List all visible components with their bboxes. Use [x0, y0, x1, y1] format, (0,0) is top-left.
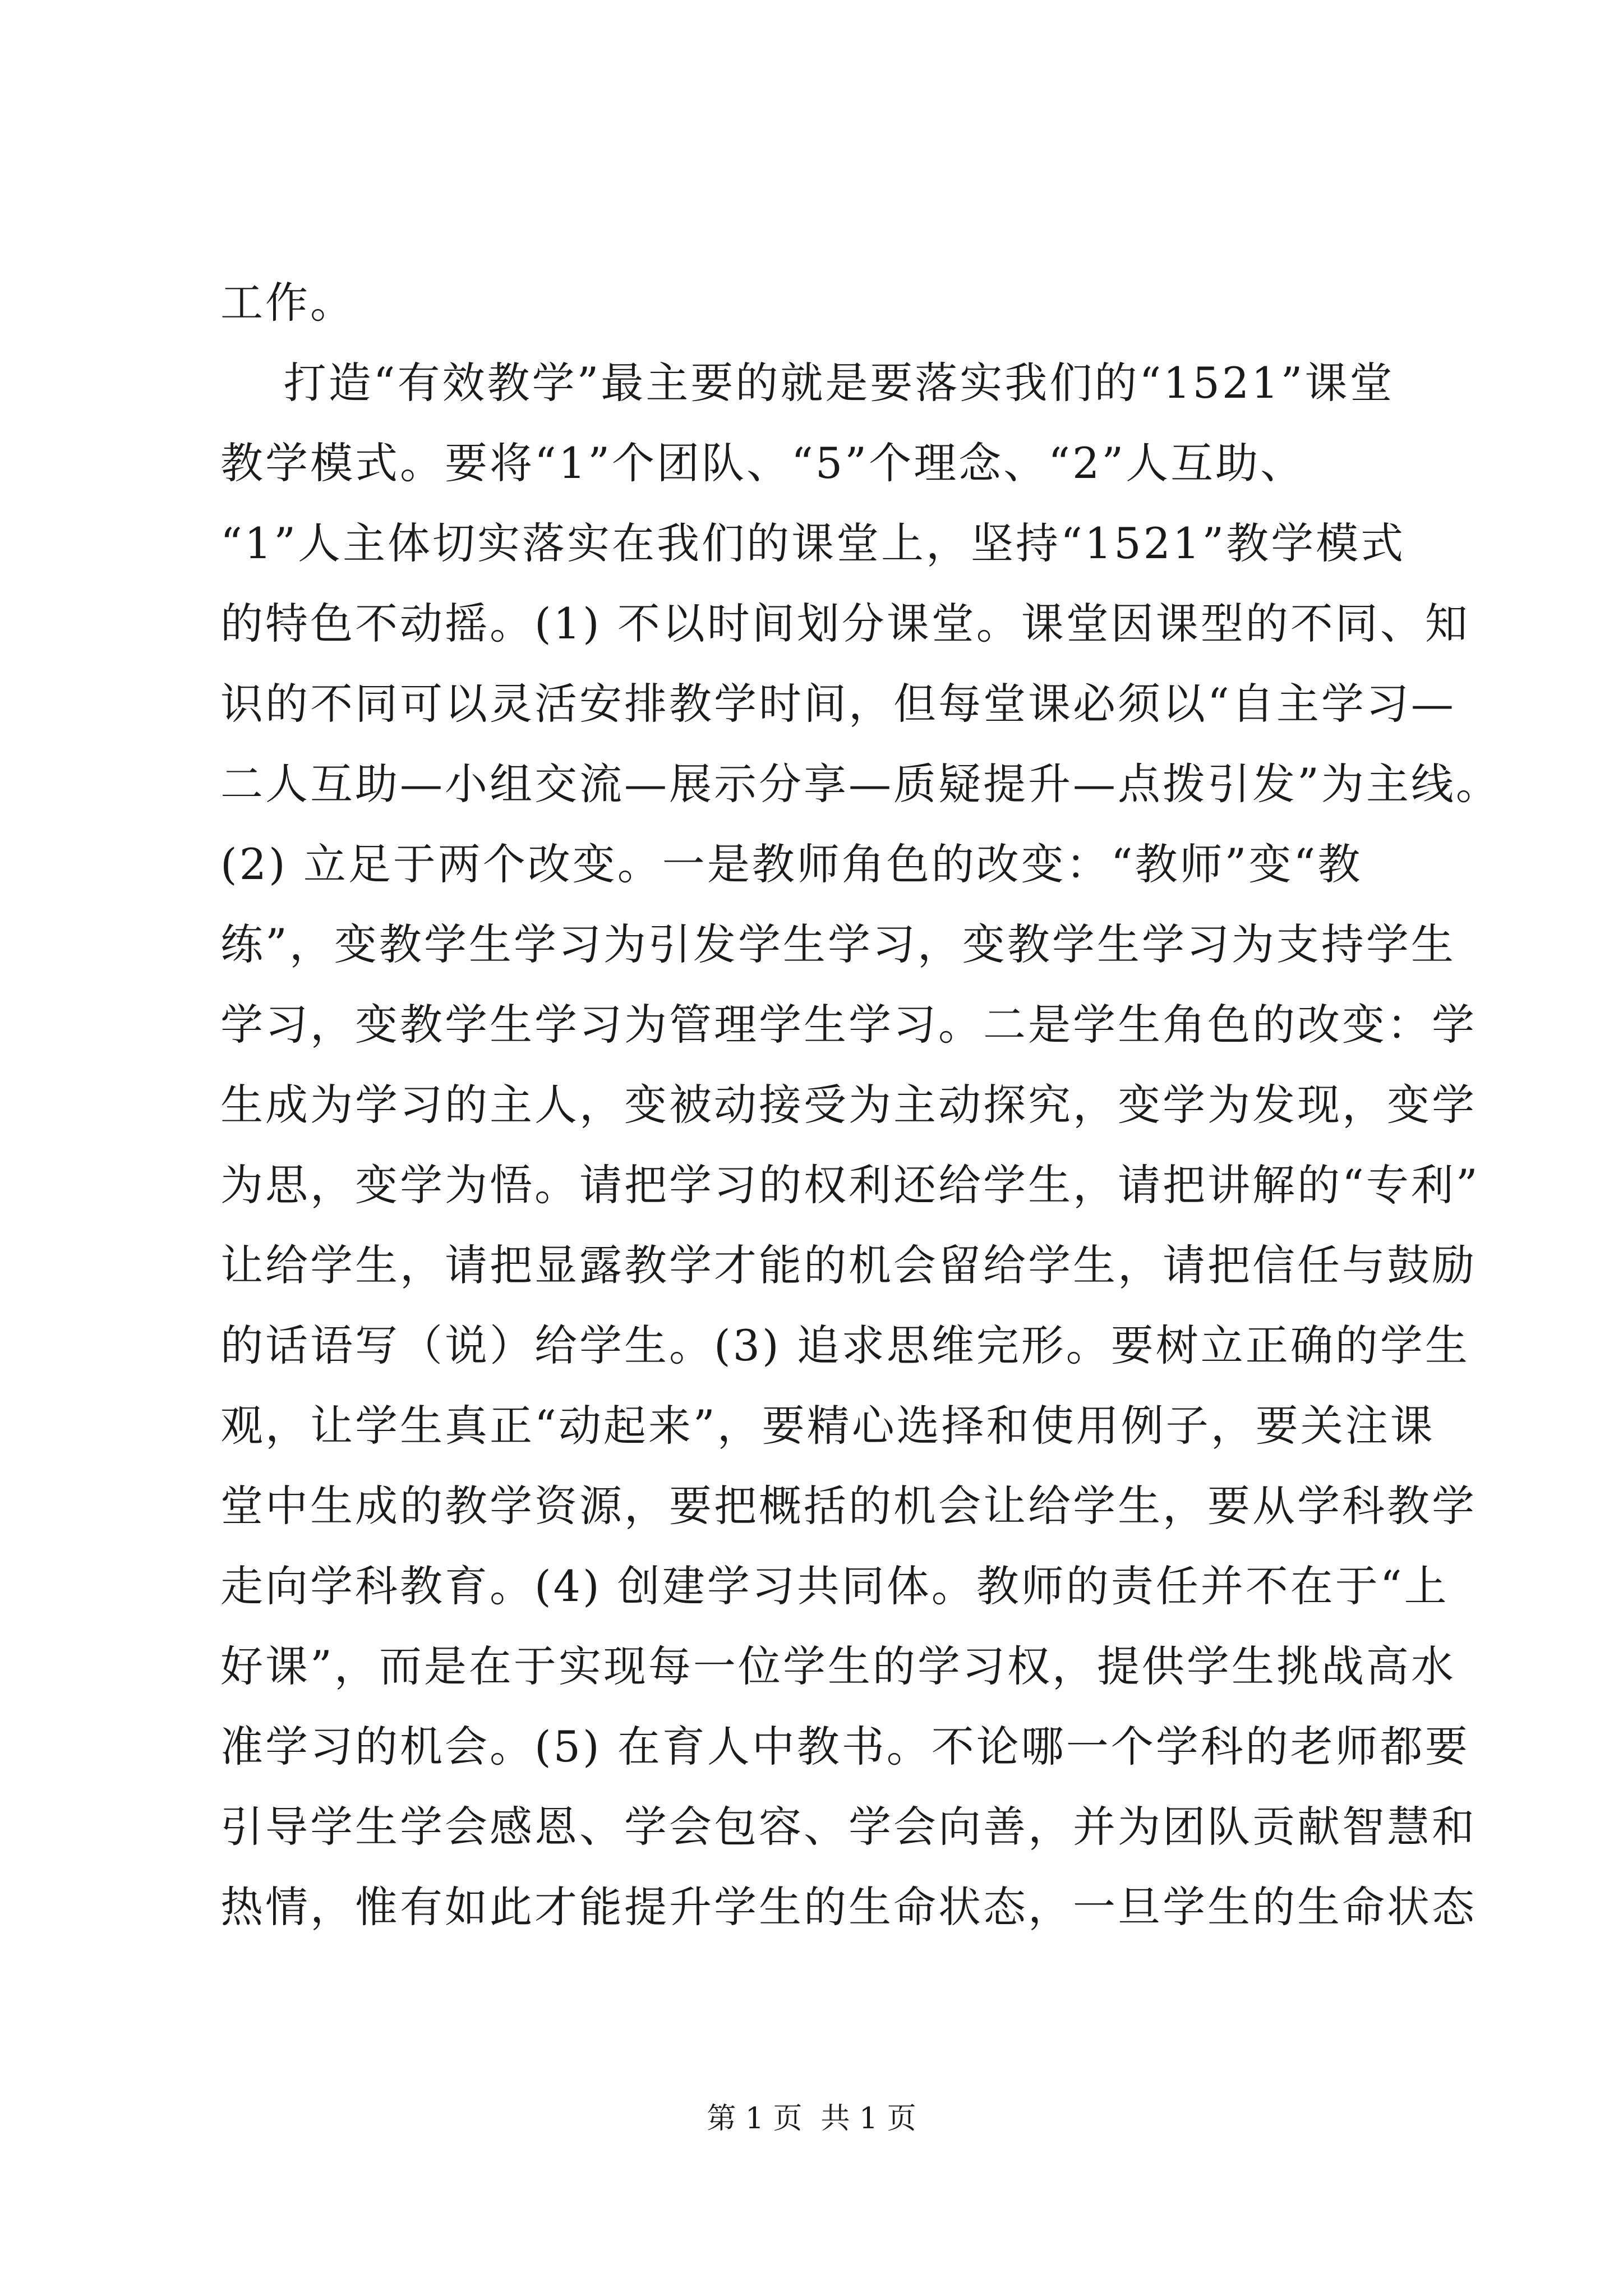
text-line: 热情，惟有如此才能提升学生的生命状态，一旦学生的生命状态	[220, 1882, 1477, 1932]
text-line: 二人互助—小组交流—展示分享—质疑提升—点拨引发”为主线。	[220, 759, 1501, 809]
text-line: 走向学科教育。(4) 创建学习共同体。教师的责任并不在于“上	[220, 1561, 1449, 1611]
document-body	[220, 263, 1501, 1947]
text-line: 打造“有效教学”最主要的就是要落实我们的“1521”课堂	[220, 358, 1395, 408]
text-line: 练”，变教学生学习为引发学生学习，变教学生学习为支持学生	[220, 919, 1456, 969]
text-line: 好课”，而是在于实现每一位学生的学习权，提供学生挑战高水	[220, 1641, 1456, 1691]
page-footer: 第 1 页 共 1 页	[707, 2102, 916, 2136]
text-line: 识的不同可以灵活安排教学时间，但每堂课必须以“自主学习—	[220, 679, 1456, 729]
text-line: “1”人主体切实落实在我们的课堂上，坚持“1521”教学模式	[220, 518, 1406, 568]
text-line: 的特色不动摇。(1) 不以时间划分课堂。课堂因课型的不同、知	[220, 599, 1470, 648]
text-line: (2) 立足于两个改变。一是教师角色的改变：“教师”变“教	[220, 839, 1363, 889]
text-line: 教学模式。要将“1”个团队、“5”个理念、“2”人互助、	[220, 438, 1306, 488]
text-line: 工作。	[220, 278, 355, 328]
text-line: 为思，变学为悟。请把学习的权利还给学生，请把讲解的“专利”	[220, 1160, 1480, 1210]
text-line: 让给学生，请把显露教学才能的机会留给学生，请把信任与鼓励	[220, 1240, 1477, 1290]
text-line: 观，让学生真正“动起来”，要精心选择和使用例子，要关注课	[220, 1401, 1435, 1451]
text-line: 学习，变教学生学习为管理学生学习。二是学生角色的改变：学	[220, 1000, 1477, 1050]
text-line: 的话语写（说）给学生。(3) 追求思维完形。要树立正确的学生	[220, 1320, 1470, 1370]
text-line: 生成为学习的主人，变被动接受为主动探究，变学为发现，变学	[220, 1080, 1477, 1130]
text-line: 准学习的机会。(5) 在育人中教书。不论哪一个学科的老师都要	[220, 1722, 1470, 1772]
text-line: 堂中生成的教学资源，要把概括的机会让给学生，要从学科教学	[220, 1481, 1477, 1531]
text-line: 引导学生学会感恩、学会包容、学会向善，并为团队贡献智慧和	[220, 1802, 1477, 1852]
